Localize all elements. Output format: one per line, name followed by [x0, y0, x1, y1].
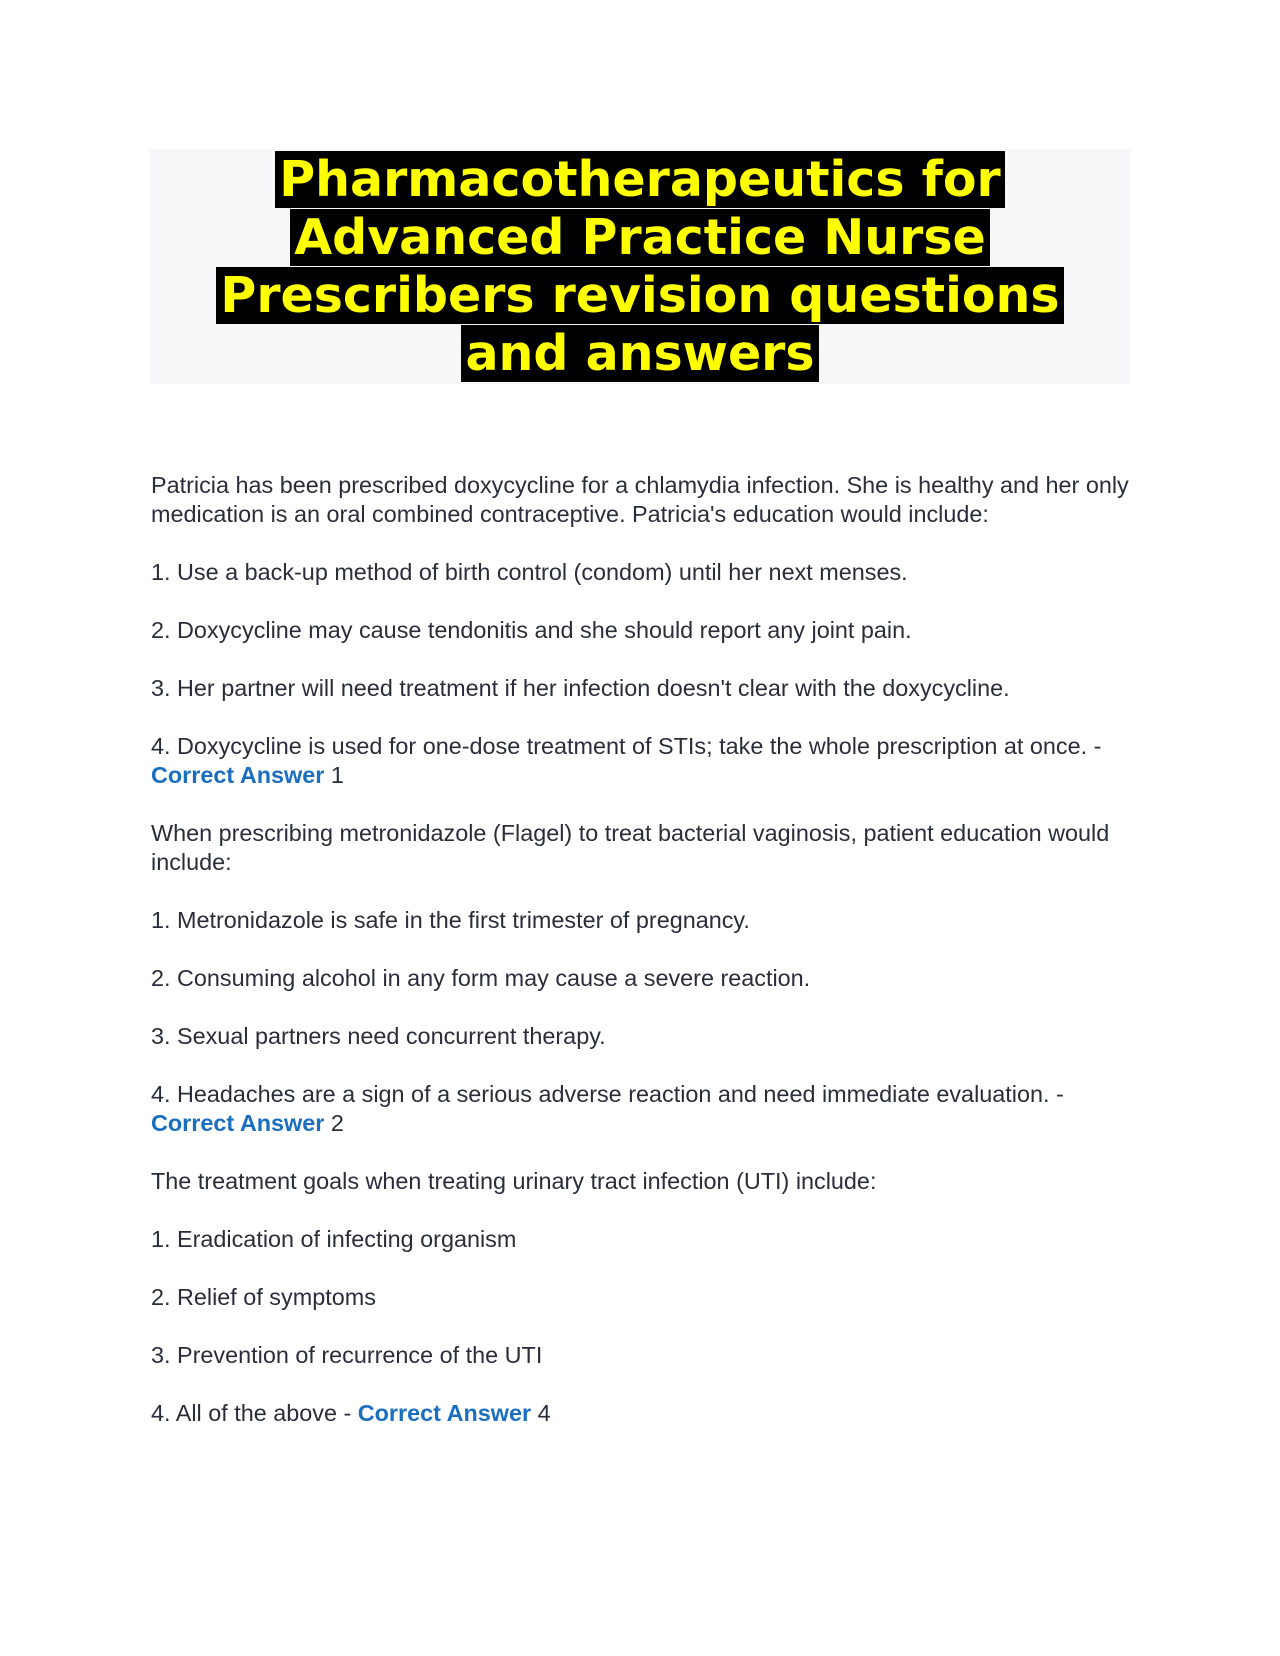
question-option-with-answer [151, 732, 1131, 790]
question-stem: Patricia has been prescribed doxycycline for a chlamydia infection. She is healthy and her only medication is an oral combined contraceptive. Patricia's education would include: [151, 472, 1129, 527]
question-option: 4. All of the above - [151, 1400, 352, 1426]
correct-answer-value: 1 [330, 762, 344, 788]
title-banner [150, 149, 1130, 384]
question-stem: The treatment goals when treating urinary tract infection (UTI) include: [151, 1168, 877, 1194]
question-option: 1. Eradication of infecting organism [151, 1226, 517, 1252]
question-option: 2. Consuming alcohol in any form may cause a severe reaction. [151, 965, 811, 991]
correct-answer-label: Correct Answer [357, 1400, 532, 1426]
question-option: 1. Use a back-up method of birth control (condom) until her next menses. [151, 559, 908, 585]
document-body [151, 471, 1131, 1457]
question-option: 1. Metronidazole is safe in the first trimester of pregnancy. [151, 907, 750, 933]
page-title-highlight: Pharmacotherapeutics for Advanced Practice Nurse Prescribers revision questions and answers [216, 151, 1063, 382]
question-option: 3. Her partner will need treatment if her infection doesn't clear with the doxycycline. [151, 675, 1010, 701]
question-option-with-answer [151, 1399, 1131, 1428]
question-option: 3. Sexual partners need concurrent therapy. [151, 1023, 606, 1049]
correct-answer-label: Correct Answer [151, 762, 325, 788]
question-option: 4. Headaches are a sign of a serious adverse reaction and need immediate evaluation. - [151, 1081, 1064, 1107]
question-option: 4. Doxycycline is used for one-dose treatment of STIs; take the whole prescription at once. - [151, 733, 1102, 759]
question-option-with-answer [151, 1080, 1131, 1138]
correct-answer-label: Correct Answer [151, 1110, 325, 1136]
page-title [150, 151, 1130, 383]
correct-answer-value: 2 [330, 1110, 344, 1136]
question-stem: When prescribing metronidazole (Flagel) to treat bacterial vaginosis, patient education would include: [151, 820, 1110, 875]
question-option: 3. Prevention of recurrence of the UTI [151, 1342, 543, 1368]
question-option: 2. Doxycycline may cause tendonitis and she should report any joint pain. [151, 617, 912, 643]
question-option: 2. Relief of symptoms [151, 1284, 376, 1310]
correct-answer-value: 4 [537, 1400, 551, 1426]
